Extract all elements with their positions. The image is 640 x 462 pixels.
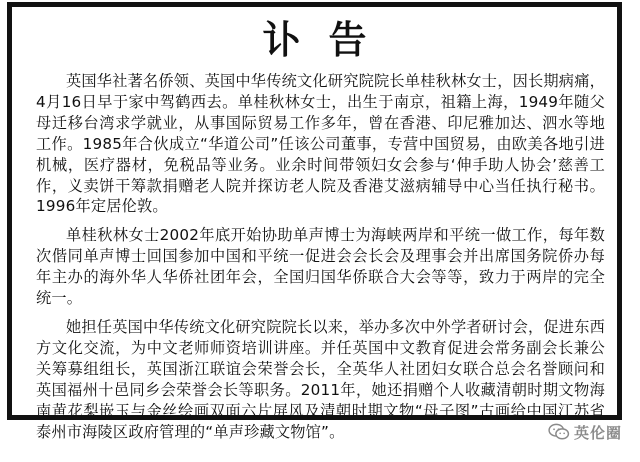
wechat-icon: [548, 423, 570, 441]
watermark-text: 英伦圈: [573, 423, 622, 442]
notice-paragraph-2: 单桂秋林女士2002年底开始协助单声博士为海峡两岸和平统一做工作，每年数次偕同单声博士回国参加中国和平统一促进会会长会及理事会并出席国务院侨办每年主办的海外华人华侨社团年会，全国归国华侨联合大会等等，致力于两岸的完全统一。: [36, 226, 605, 308]
notice-paragraph-3: 她担任英国中华传统文化研究院院长以来，举办多次中外学者研讨会，促进东西方文化交流，为中文老师师资培训讲座。并任英国中文教育促进会常务副会长兼公关筹募组组长，英国浙江联谊会荣誉会长，全英华人社团妇女联合总会名誉顾问和英国福州十邑同乡会荣誉会长等职务。2011年，她还捐赠个人收藏清朝时期文物海南黄花梨嵌玉与金丝绘画双面六片屏风及清朝时期文物“母子图”古画给中国江苏省泰州市海陵区政府管理的“单声珍藏文物馆”。: [36, 317, 605, 441]
notice-paragraph-1: 英国华社著名侨领、英国中华传统文化研究院院长单桂秋林女士，因长期病痛，4月16日早于家中驾鹤西去。单桂秋林女士，出生于南京，祖籍上海，1949年随父母迁移台湾求学就业，从事国际贸易工作多年，曾在香港、印尼雅加达、泗水等地工作。1985年合伙成立“华道公司”任该公司董事，专营中国贸易，由欧美各地引进机械，医疗器材，免税品等业务。业余时间带领妇女会参与‘伸手助人协会’慈善工作，义卖饼干筹款捐赠老人院并探访老人院及香港艾滋病辅导中心当任执行秘书。1996年定居伦敦。: [36, 72, 605, 216]
notice-title: 讣告: [262, 17, 395, 62]
wechat-watermark: [548, 421, 622, 443]
notice-body: [36, 71, 605, 442]
